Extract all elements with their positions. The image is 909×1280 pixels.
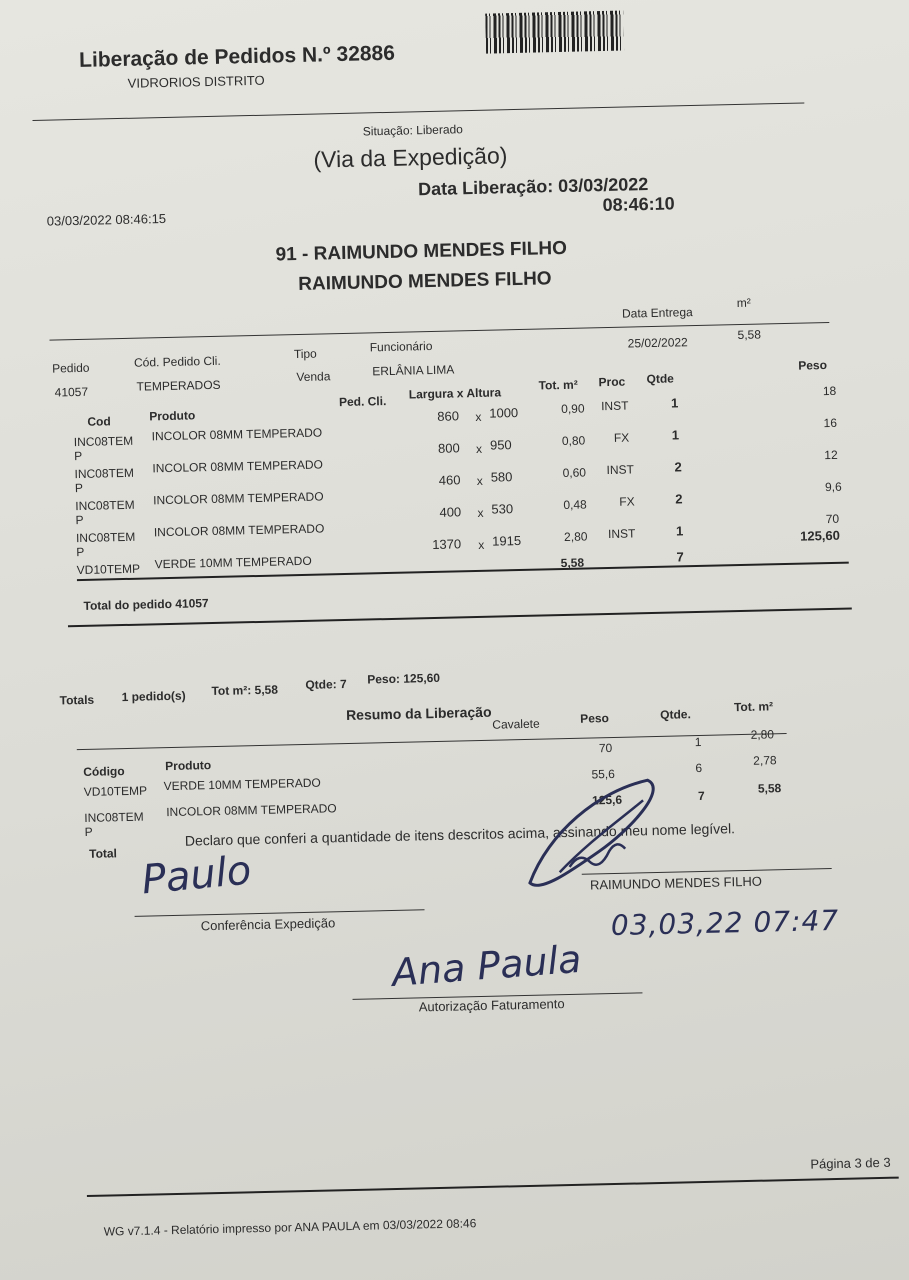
document-title: Liberação de Pedidos N.º 32886 bbox=[78, 41, 396, 72]
item-x: x bbox=[477, 505, 484, 520]
printed-datetime: 03/03/2022 08:46:15 bbox=[46, 210, 167, 229]
order-total-label: Total do pedido 41057 bbox=[83, 596, 209, 613]
item-tot-m2: 2,80 bbox=[563, 529, 588, 545]
item-tot-m2: 0,48 bbox=[563, 497, 587, 513]
summary-col-qtde: Qtde. bbox=[659, 707, 691, 722]
item-altura: 950 bbox=[489, 437, 512, 453]
item-tot-m2: 0,90 bbox=[561, 401, 585, 417]
item-largura: 800 bbox=[437, 440, 460, 456]
autorizacao-label: Autorização Faturamento bbox=[418, 996, 565, 1015]
page-number: Página 3 de 3 bbox=[810, 1154, 891, 1172]
summary-qtde: 1 bbox=[694, 734, 702, 750]
divider bbox=[49, 322, 829, 341]
summary-produto: INCOLOR 08MM TEMPERADO bbox=[166, 801, 337, 820]
item-proc: INST bbox=[607, 526, 636, 542]
summary-col-tot-m2: Tot. m² bbox=[733, 699, 774, 715]
item-produto: INCOLOR 08MM TEMPERADO bbox=[152, 489, 324, 508]
summary-codigo: VD10TEMP bbox=[83, 783, 148, 799]
conferencia-label: Conferência Expedição bbox=[200, 915, 336, 934]
item-qtde: 1 bbox=[671, 427, 680, 443]
via-label: (Via da Expedição) bbox=[313, 142, 508, 173]
summary-peso: 55,6 bbox=[591, 766, 616, 782]
item-x: x bbox=[476, 473, 483, 488]
item-cod-suffix: P bbox=[74, 480, 84, 496]
totals-label: Totals bbox=[59, 692, 95, 708]
declaration-text: Declaro que conferi a quantidade de itens descritos acima, assinando meu nome legível. bbox=[184, 820, 736, 849]
m2-header: m² bbox=[736, 295, 751, 311]
summary-total-label: Total bbox=[89, 846, 118, 861]
summary-col-cavalete: Cavalete bbox=[492, 716, 540, 732]
item-altura: 530 bbox=[491, 501, 514, 517]
summary-title: Resumo da Liberação bbox=[345, 703, 492, 724]
item-produto: INCOLOR 08MM TEMPERADO bbox=[152, 457, 324, 476]
summary-qtde: 6 bbox=[695, 760, 703, 776]
summary-total-tot-m2: 5,58 bbox=[757, 781, 782, 796]
col-tot-m2: Tot. m² bbox=[538, 377, 578, 393]
item-peso: 18 bbox=[822, 383, 837, 399]
item-proc: FX bbox=[613, 430, 630, 445]
printed-by: WG v7.1.4 - Relatório impresso por ANA PAULA em 03/03/2022 08:46 bbox=[103, 1216, 477, 1239]
item-x: x bbox=[475, 441, 483, 456]
item-largura: 400 bbox=[439, 504, 462, 520]
item-cod: INC08TEM bbox=[75, 497, 135, 514]
col-ped-cli: Ped. Cli. bbox=[338, 394, 387, 410]
item-cod: INC08TEM bbox=[73, 433, 134, 450]
footer-divider bbox=[87, 1177, 899, 1197]
summary-col-codigo: Código bbox=[83, 764, 125, 779]
funcionario-header: Funcionário bbox=[369, 338, 433, 355]
summary-tot-m2: 2,78 bbox=[753, 753, 777, 768]
divider bbox=[32, 102, 804, 121]
client-name: RAIMUNDO MENDES FILHO bbox=[298, 268, 552, 295]
summary-total-qtde: 7 bbox=[697, 788, 705, 804]
summary-divider bbox=[77, 733, 787, 750]
summary-produto: VERDE 10MM TEMPERADO bbox=[163, 775, 321, 794]
item-altura: 580 bbox=[490, 469, 513, 485]
m2-value: 5,58 bbox=[737, 327, 762, 343]
totals-pedidos: 1 pedido(s) bbox=[121, 688, 186, 705]
item-x: x bbox=[475, 409, 482, 424]
summary-tot-m2: 2,80 bbox=[750, 727, 775, 742]
col-qtde: Qtde bbox=[646, 371, 675, 387]
summary-codigo-suffix: P bbox=[84, 824, 93, 839]
summary-col-produto: Produto bbox=[165, 758, 212, 774]
item-cod-suffix: P bbox=[76, 544, 85, 560]
totals-qtde: Qtde: 7 bbox=[305, 676, 347, 692]
totals-tot-m2: Tot m²: 5,58 bbox=[211, 682, 279, 699]
item-altura: 1000 bbox=[489, 405, 519, 421]
order-total-m2: 5,58 bbox=[560, 555, 585, 571]
item-proc: FX bbox=[619, 494, 635, 509]
order-total-peso: 125,60 bbox=[799, 527, 841, 544]
item-qtde: 1 bbox=[675, 523, 684, 539]
tipo-header: Tipo bbox=[293, 346, 317, 362]
item-produto: INCOLOR 08MM TEMPERADO bbox=[153, 521, 325, 540]
item-largura: 460 bbox=[438, 472, 461, 488]
item-qtde: 1 bbox=[670, 395, 679, 411]
item-qtde: 2 bbox=[675, 491, 683, 507]
client-code-name: 91 - RAIMUNDO MENDES FILHO bbox=[275, 237, 568, 266]
item-qtde: 2 bbox=[674, 459, 682, 475]
autorizacao-signature: Ana Paula bbox=[390, 936, 583, 995]
pedido-header: Pedido bbox=[51, 360, 90, 376]
item-largura: 860 bbox=[437, 408, 460, 424]
item-proc: INST bbox=[600, 398, 629, 414]
item-peso: 12 bbox=[824, 447, 838, 463]
item-cod: VD10TEMP bbox=[76, 561, 141, 578]
conferencia-signature: Paulo bbox=[139, 847, 254, 904]
order-total-qtde: 7 bbox=[676, 549, 684, 565]
col-peso: Peso bbox=[798, 358, 828, 373]
cod-pedido-cli-value: TEMPERADOS bbox=[136, 377, 221, 394]
tipo-value: Venda bbox=[296, 369, 331, 385]
totals-peso: Peso: 125,60 bbox=[367, 670, 441, 687]
company-name: VIDRORIOS DISTRITO bbox=[127, 72, 265, 91]
client-handwritten-date: 03,03,22 07:47 bbox=[610, 903, 840, 943]
summary-col-peso: Peso bbox=[580, 711, 610, 726]
summary-total-peso: 125,6 bbox=[591, 792, 623, 808]
col-produto: Produto bbox=[149, 408, 196, 424]
cod-pedido-cli-header: Cód. Pedido Cli. bbox=[133, 353, 221, 370]
summary-peso: 70 bbox=[598, 740, 613, 756]
barcode bbox=[485, 11, 624, 54]
item-produto: VERDE 10MM TEMPERADO bbox=[154, 553, 312, 572]
item-peso: 70 bbox=[825, 511, 840, 527]
release-date: Data Liberação: 03/03/2022 bbox=[417, 174, 649, 200]
item-largura: 1370 bbox=[432, 536, 462, 553]
data-entrega-header: Data Entrega bbox=[621, 305, 693, 321]
item-proc: INST bbox=[606, 462, 635, 478]
item-altura: 1915 bbox=[491, 532, 522, 549]
pedido-value: 41057 bbox=[54, 384, 89, 400]
item-tot-m2: 0,80 bbox=[561, 433, 586, 449]
item-produto: INCOLOR 08MM TEMPERADO bbox=[151, 425, 323, 444]
item-cod-suffix: P bbox=[73, 448, 83, 464]
item-peso: 9,6 bbox=[824, 479, 842, 495]
col-proc: Proc bbox=[598, 374, 626, 390]
item-x: x bbox=[478, 537, 485, 552]
data-entrega-value: 25/02/2022 bbox=[627, 335, 688, 351]
client-signature-icon bbox=[517, 770, 670, 903]
col-cod: Cod bbox=[87, 414, 111, 429]
status-label: Situação: Liberado bbox=[362, 122, 464, 139]
item-cod: INC08TEM bbox=[74, 465, 135, 482]
item-cod: INC08TEM bbox=[75, 529, 136, 546]
summary-codigo: INC08TEM bbox=[84, 809, 144, 825]
release-time: 08:46:10 bbox=[602, 193, 675, 216]
client-signature-label: RAIMUNDO MENDES FILHO bbox=[589, 873, 763, 893]
funcionario-value: ERLÂNIA LIMA bbox=[372, 362, 455, 379]
col-largura-altura: Largura x Altura bbox=[408, 385, 502, 402]
item-peso: 16 bbox=[823, 415, 838, 431]
item-tot-m2: 0,60 bbox=[562, 465, 587, 481]
release-document bbox=[30, 0, 909, 1239]
item-cod-suffix: P bbox=[75, 512, 84, 528]
